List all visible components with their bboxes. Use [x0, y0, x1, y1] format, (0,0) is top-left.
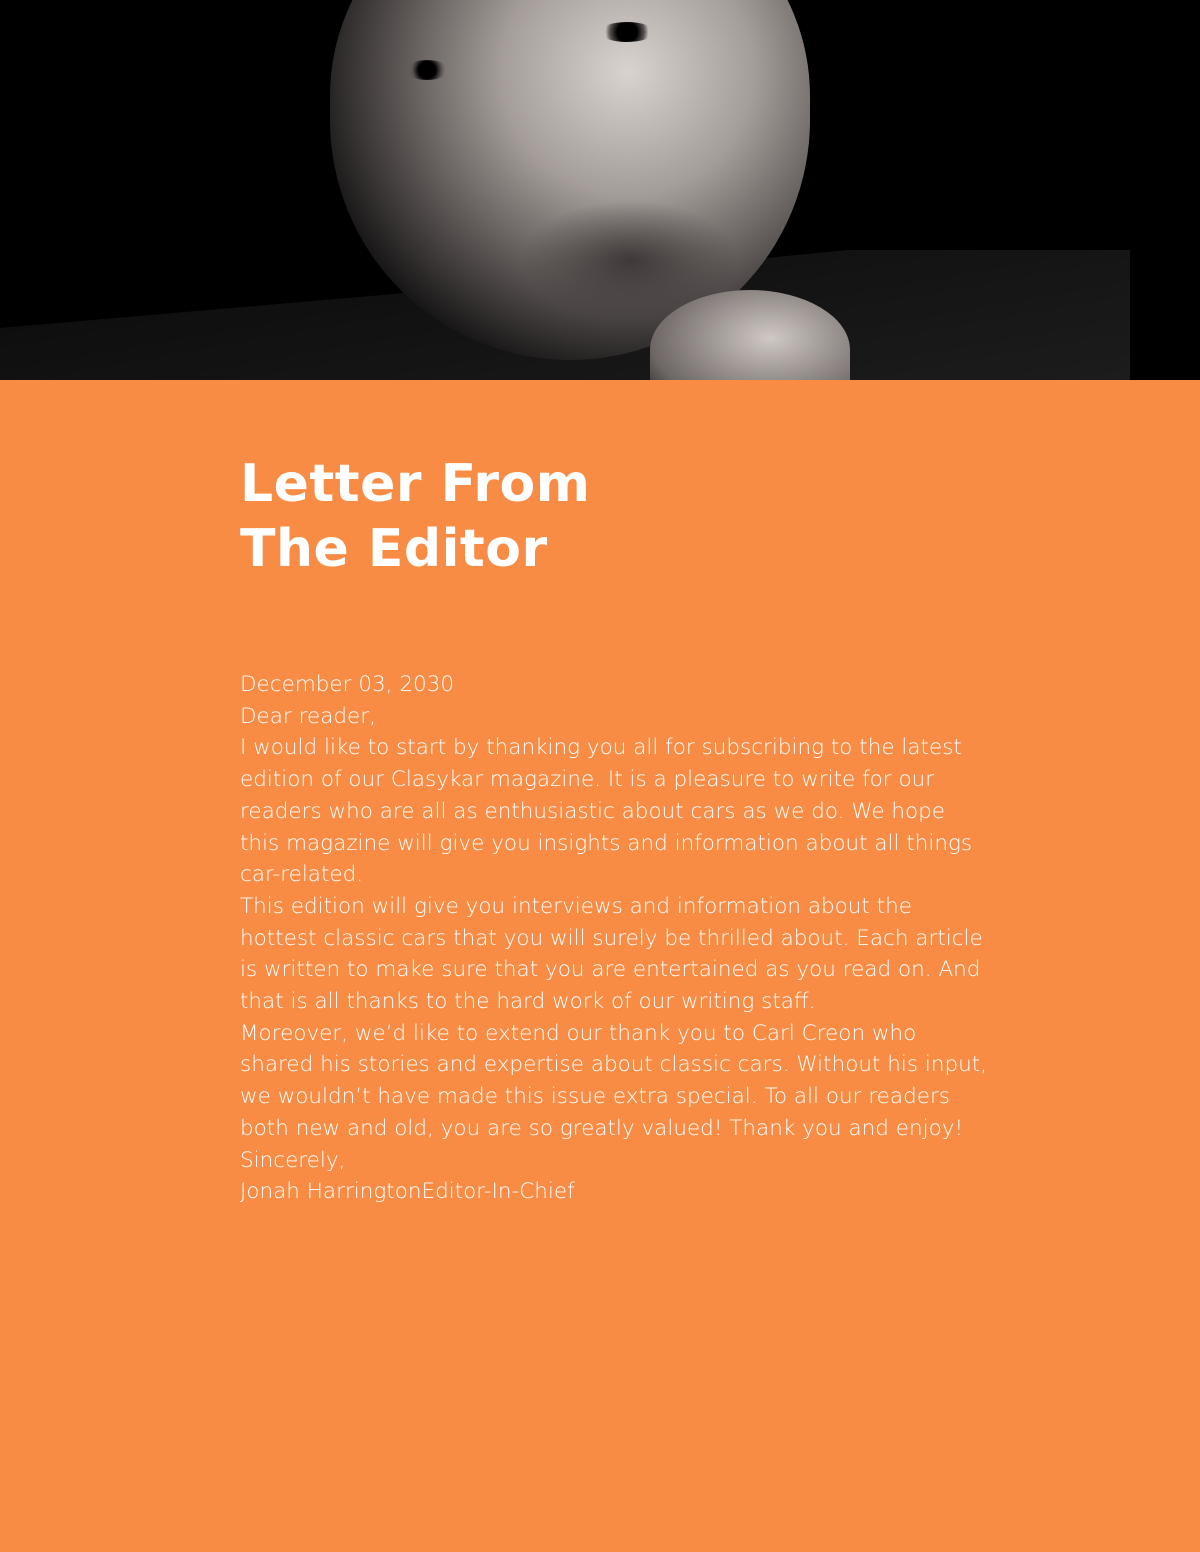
- page-title: [240, 452, 590, 582]
- paragraph-1: [240, 732, 1140, 891]
- letter-signature: Jonah HarringtonEditor-In-Chief: [240, 1179, 575, 1205]
- text-line: we wouldn’t have made this issue extra special. To all our readers: [240, 1084, 951, 1110]
- text-line: edition of our Clasykar magazine. It is a pleasure to write for our: [240, 767, 935, 793]
- text-line: this magazine will give you insights and information about all things: [240, 830, 973, 856]
- letter-date: December 03, 2030: [240, 672, 455, 697]
- title-line: The Editor: [240, 519, 548, 579]
- text-line: readers who are all as enthusiastic about cars as we do. We hope: [240, 798, 946, 824]
- text-line: both new and old, you are so greatly valued! Thank you and enjoy!: [240, 1115, 964, 1141]
- text-line: hottest classic cars that you will surely be thrilled about. Each article: [240, 925, 983, 951]
- text-line: that is all thanks to the hard work of our writing staff.: [240, 989, 816, 1015]
- text-line: shared his stories and expertise about classic cars. Without his input,: [240, 1052, 988, 1078]
- letter-closing: Sincerely,: [240, 1147, 346, 1173]
- text-line: Moreover, we’d like to extend our thank you to Carl Creon who: [240, 1020, 917, 1046]
- photo-eye-left: [405, 60, 449, 80]
- text-line: This edition will give you interviews and information about the: [240, 893, 912, 919]
- paragraph-2: [240, 891, 1140, 1018]
- letter-body: [240, 669, 1140, 1208]
- text-line: I would like to start by thanking you all for subscribing to the latest: [240, 735, 962, 761]
- paragraph-3: [240, 1018, 1140, 1145]
- text-line: car-related.: [240, 862, 364, 888]
- photo-eye-right: [600, 22, 654, 42]
- letter-greeting: Dear reader,: [240, 703, 376, 729]
- text-line: is written to make sure that you are entertained as you read on. And: [240, 957, 981, 983]
- editor-portrait-photo: [0, 0, 1200, 380]
- title-line: Letter From: [240, 454, 591, 514]
